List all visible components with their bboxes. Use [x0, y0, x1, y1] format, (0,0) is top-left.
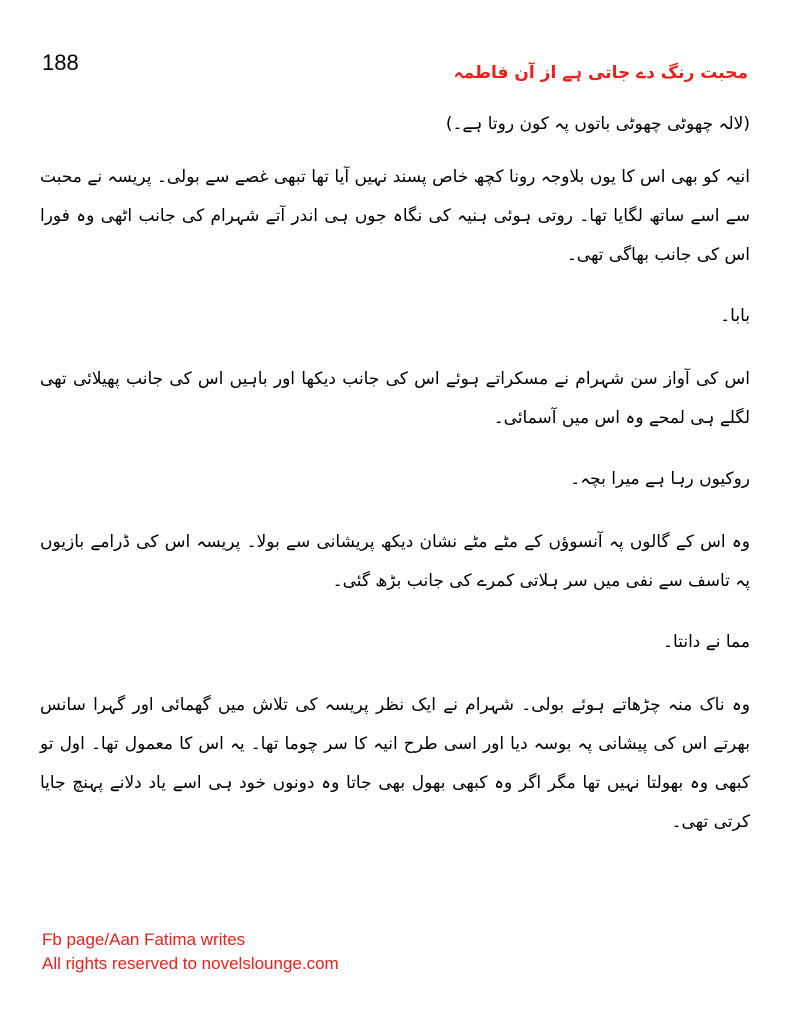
paragraph-2: انیہ کو بھی اس کا یوں بلاوجہ رونا کچھ خاص پسند نہیں آیا تھا تبھی غصے سے بولی۔ پریسہ نے محبت سے اسے ساتھ لگایا تھا۔ روتی ہوئی ہنیہ کی نگاہ جوں ہی اندر آتے شہرام کی جانب اٹھی وہ فورا اس کی جانب بھاگی تھی۔: [40, 167, 750, 265]
novel-title-header: محبت رنگ دے جاتی ہے از آن فاطمہ: [453, 63, 748, 83]
page-number: 188: [42, 50, 79, 75]
footer-credits: [42, 928, 339, 976]
paragraph-6: وہ اس کے گالوں پہ آنسوؤں کے مٹے مٹے نشان دیکھ پریشانی سے بولا۔ پریسہ اس کی ڈرامے بازیوں پہ تاسف سے نفی میں سر ہلاتی کمرے کی جانب بڑھ گئی۔: [40, 532, 750, 591]
paragraph-7: مما نے دانتا۔: [663, 632, 750, 652]
paragraph-5: روکیوں رہا ہے میرا بچہ۔: [570, 469, 750, 489]
paragraph-1: (لالہ چھوٹی چھوٹی باتوں پہ کون روتا ہے۔): [445, 114, 750, 134]
paragraph-8: وہ ناک منہ چڑھاتے ہوئے بولی۔ شہرام نے ایک نظر پریسہ کی تلاش میں گھمائی اور گہرا سانس بھرتے اس کی پیشانی پہ بوسہ دیا اور اسی طرح انیہ کا سر چوما تھا۔ یہ اس کا معمول تھا۔ اول تو کبھی وہ بھولتا نہیں تھا مگر اگر وہ کبھی بھول بھی جاتا وہ دونوں خود ہی اسے یاد دلانے پہنچ جایا کرتی تھی۔: [40, 695, 750, 832]
footer-facebook-page: Fb page/Aan Fatima writes: [42, 930, 246, 949]
paragraph-3: بابا۔: [720, 306, 750, 326]
paragraph-4: اس کی آواز سن شہرام نے مسکراتے ہوئے اس کی جانب دیکھا اور باہیں اس کی جانب پھیلائی تھی لگلے ہی لمحے وہ اس میں آسمائی۔: [40, 369, 750, 428]
footer-rights-notice: All rights reserved to novelslounge.com: [42, 954, 339, 973]
story-body: [40, 105, 750, 864]
